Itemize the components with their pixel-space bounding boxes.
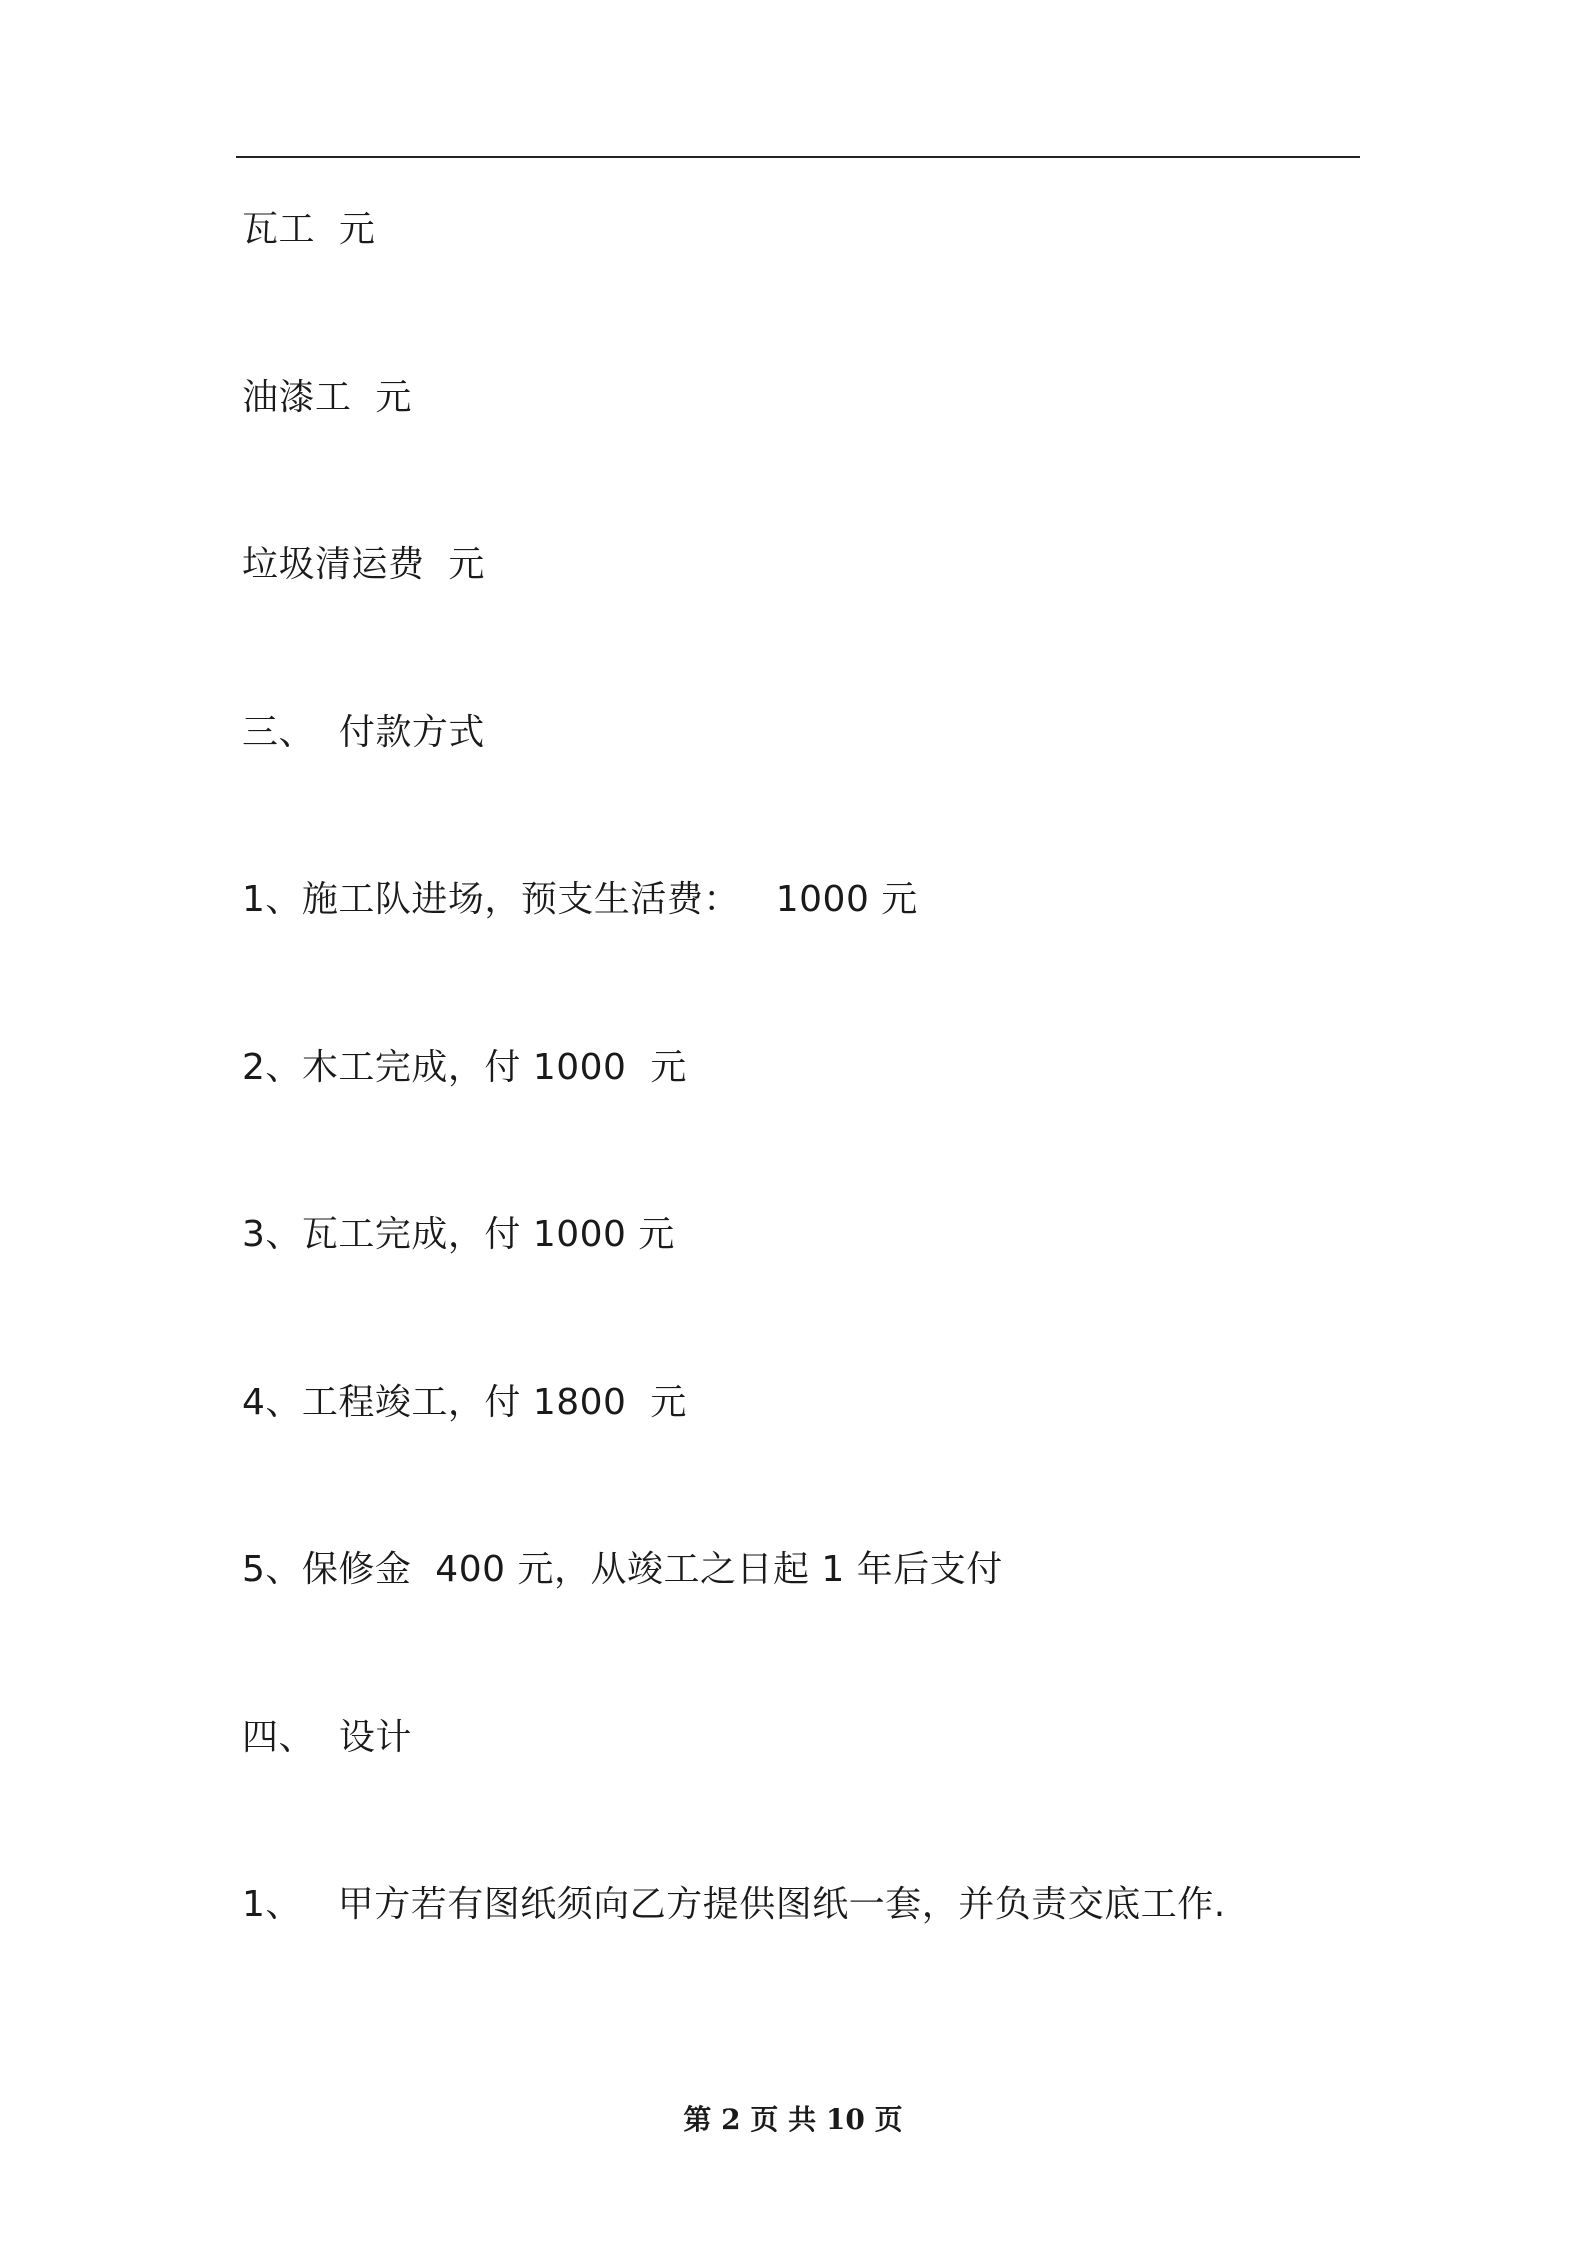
payment-item-4: 4、工程竣工，付 1800 元 xyxy=(242,1382,687,1423)
header-rule xyxy=(236,156,1360,158)
cost-item-tile-worker: 瓦工 元 xyxy=(242,209,376,250)
design-item-1: 1、 甲方若有图纸须向乙方提供图纸一套，并负责交底工作. xyxy=(242,1884,1226,1925)
cost-item-painter: 油漆工 元 xyxy=(242,377,412,418)
payment-item-2: 2、木工完成，付 1000 元 xyxy=(242,1047,687,1088)
payment-item-3: 3、瓦工完成，付 1000 元 xyxy=(242,1214,675,1255)
cost-item-garbage-removal: 垃圾清运费 元 xyxy=(242,544,485,585)
page-number-footer: 第 2 页 共 10 页 xyxy=(683,2103,903,2136)
payment-item-5: 5、保修金 400 元，从竣工之日起 1 年后支付 xyxy=(242,1549,1003,1590)
section-heading-payment: 三、 付款方式 xyxy=(242,712,485,753)
payment-item-1: 1、施工队进场，预支生活费： 1000 元 xyxy=(242,879,918,920)
section-heading-design: 四、 设计 xyxy=(242,1717,412,1758)
